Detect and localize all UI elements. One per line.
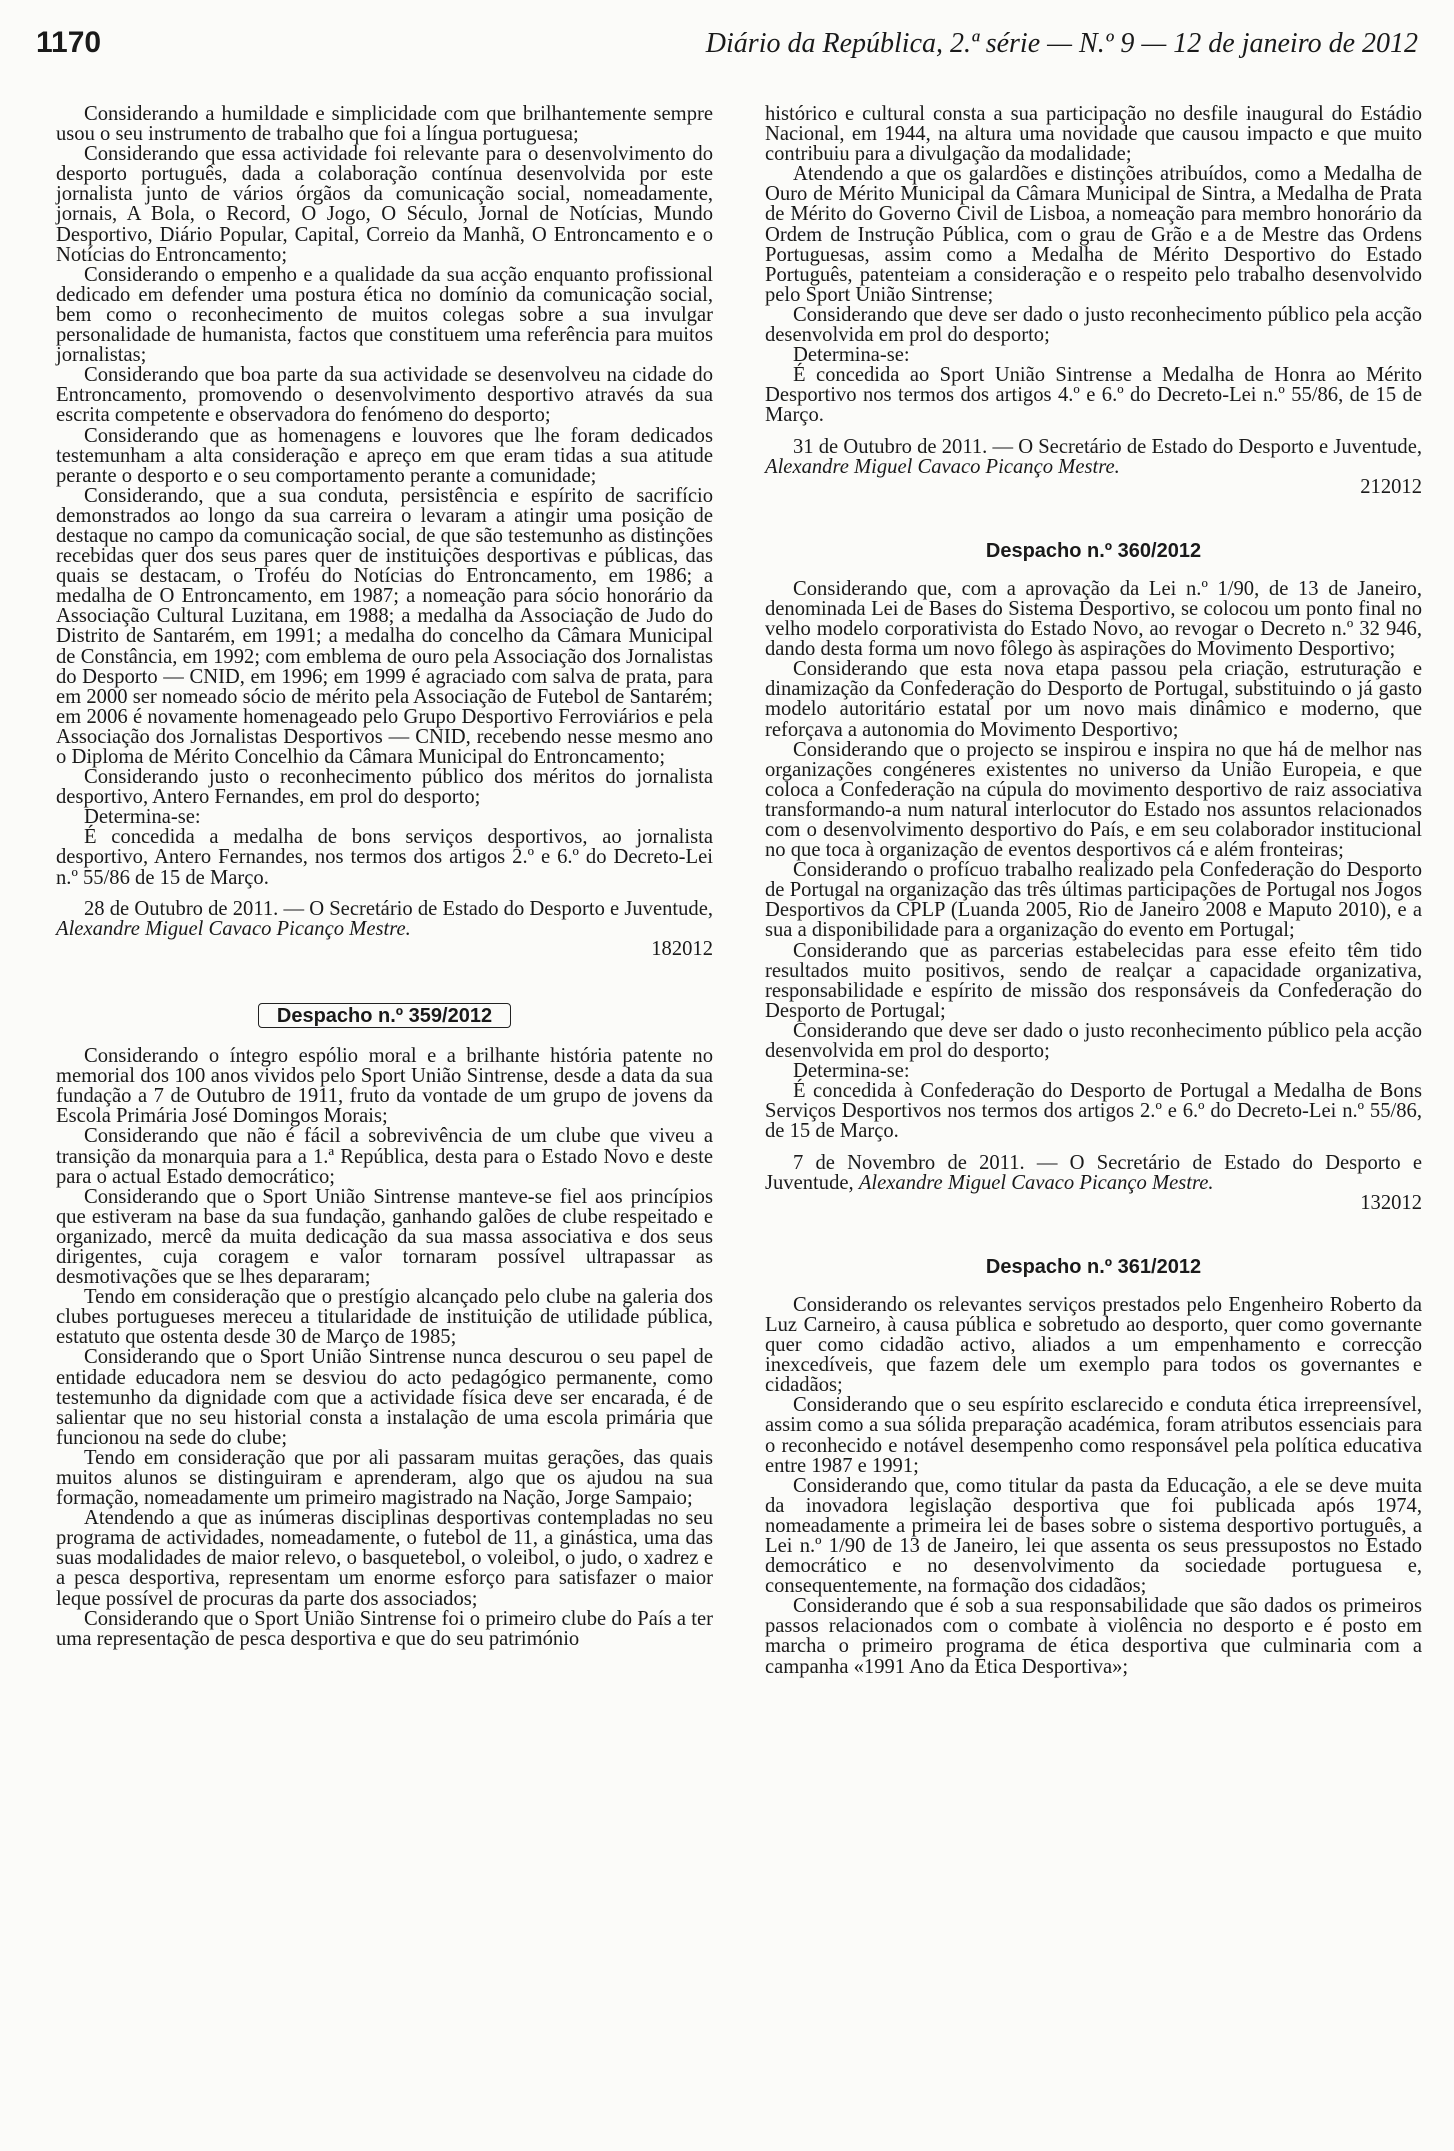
signature-date: 28 de Outubro de 2011. — O Secretário de Estado do Desporto e Juventude, [84,897,713,920]
paragraph: Determina-se: [793,1060,910,1083]
paragraph: Considerando que boa parte da sua actividade se desenvolveu na cidade do Entroncamento, promovendo o desenvolvimento desportivo através da sua escrita competente e observadora do fenómeno do desporto; [56,364,713,427]
signature-date: 7 de Novembro de 2011. — O Secretário de Estado do Desporto e Juventude, [765,1151,1422,1194]
section-heading: Despacho n.º 361/2012 [985,1255,1202,1278]
paragraph: Considerando que deve ser dado o justo reconhecimento público pela acção desenvolvida em prol do desporto; [765,1019,1422,1063]
page-header [36,26,1418,66]
boxed-heading: Despacho n.º 359/2012 [258,1003,511,1028]
paragraph: É concedida à Confederação do Desporto de Portugal a Medalha de Bons Serviços Desportivos nos termos dos artigos 2.º e 6.º do Decreto-Lei n.º 55/86, de 15 de Março. [765,1080,1422,1143]
paragraph: É concedida ao Sport União Sintrense a Medalha de Honra ao Mérito Desportivo nos termos dos artigos 4.º e 6.º do Decreto-Lei n.º 55/86, de 15 de Março. [765,364,1422,427]
paragraph: Considerando que o Sport União Sintrense nunca descurou o seu papel de entidade educadora nem se desviou do acto pedagógico permanente, como testemunho da dignidade com que a actividade física deve ser encarada, é de salientar que no seu historial consta a instalação de uma escola primária que funcionou na sede do clube; [56,1346,713,1449]
signature-date: 31 de Outubro de 2011. — O Secretário de Estado do Desporto e Juventude, [793,435,1422,458]
signature-line [765,437,1422,477]
paragraph: Atendendo a que os galardões e distinções atribuídos, como a Medalha de Ouro de Mérito Municipal da Câmara Municipal de Sintra, a Medalha de Prata de Mérito do Governo Civil de Lisboa, a nomeação para membro honorário da Ordem de Instrução Pública, com o grau de Grão e a de Mestre das Ordens Portuguesas, assim como a Medalha de Mérito Desportivo do Estado Português, patenteiam a consideração e o respeito pelo trabalho desenvolvido pelo Sport União Sintrense; [765,163,1422,306]
paragraph: Considerando justo o reconhecimento público dos méritos do jornalista desportivo, Antero Fernandes, em prol do desporto; [56,766,713,809]
paragraph: Considerando o empenho e a qualidade da sua acção enquanto profissional dedicado em defender uma postura ética no domínio da comunicação social, bem como o reconhecimento de muitos colegas sobre a sua invulgar personalidade de humanista, factos que constituem uma referência para muitos jornalistas; [56,263,713,367]
paragraph: Considerando que, como titular da pasta da Educação, a ele se deve muita da inovadora legislação desportiva que foi publicada após 1974, nomeadamente a primeira lei de bases sobre o sistema desportivo português, a Lei n.º 1/90 de 13 de Janeiro, lei que assenta os seus pressupostos no Estado democrático e no desenvolvimento da sociedade portuguesa e, consequentemente, na formação dos cidadãos; [765,1474,1422,1598]
paragraph: Considerando que é sob a sua responsabilidade que são dados os primeiros passos relacionados com o combate à violência no desporto e é posto em marcha o primeiro programa de ética desportiva que culminaria com a campanha «1991 Ano da Ética Desportiva»; [765,1595,1422,1678]
signature-name: Alexandre Miguel Cavaco Picanço Mestre. [858,1171,1214,1194]
paragraph: Tendo em consideração que por ali passaram muitas gerações, das quais muitos alunos se distinguiram e aprenderam, algo que os ajudou na sua formação, nomeadamente um primeiro magistrado na Nação, Jorge Sampaio; [56,1446,713,1510]
signature-name: Alexandre Miguel Cavaco Picanço Mestre. [765,455,1120,478]
document-code: 132012 [1360,1191,1422,1214]
page-number: 1170 [36,26,102,59]
paragraph: Considerando que essa actividade foi relevante para o desenvolvimento do desporto português, dada a colaboração contínua desenvolvida por este jornalista junto de vários órgãos da comunicação social, nomeadamente, jornais, A Bola, o Record, O Jogo, O Século, Jornal de Notícias, Mundo Desportivo, Diário Popular, Capital, Correio da Manhã, O Entroncamento e o Notícias do Entroncamento; [56,143,713,266]
document-code: 212012 [1360,475,1422,498]
paragraph: Considerando que o projecto se inspirou e inspira no que há de melhor nas organizações congéneres existentes no universo da União Europeia, e que coloca a Confederação na cúpula do movimento desportivo de raiz associativa transformando-a num natural interlocutor do Estado nos assuntos relacionados com o desenvolvimento desportivo do País, e em seu colaborador institucional no que toca à organização de eventos desportivos cá e além fronteiras; [765,738,1422,862]
paragraph: Considerando que o Sport União Sintrense manteve-se fiel aos princípios que estiveram na base da sua fundação, ganhando galões de clube respeitado e organizado, mercê da muita dedicação da sua massa associativa e dos seus dirigentes, cuja coragem e valor tornaram possível ultrapassar as desmotivações que se lhes depararam; [56,1185,713,1289]
paragraph: Considerando que as parcerias estabelecidas para esse efeito têm tido resultados muito positivos, sendo de realçar a capacidade organizativa, responsabilidade e espírito de missão dos responsáveis da Confederação do Desporto de Portugal; [765,939,1422,1022]
signature-line [56,899,713,939]
paragraph: histórico e cultural consta a sua participação no desfile inaugural do Estádio Nacional, em 1944, na altura uma novidade que causou impacto e que muito contribuiu para a divulgação da modalidade; [765,103,1422,166]
section-heading [56,1003,713,1028]
right-column [765,104,1422,1677]
paragraph: Considerando a humildade e simplicidade com que brilhantemente sempre usou o seu instrumento de trabalho que foi a língua portuguesa; [56,103,713,146]
paragraph: Considerando o íntegro espólio moral e a brilhante história patente no memorial dos 100 anos vividos pelo Sport União Sintrense, desde a data da sua fundação a 7 de Outubro de 1911, fruto da vontade de um grupo de jovens da Escola Primária José Domingos Morais; [56,1045,713,1128]
paragraph: Determina-se: [793,344,910,367]
paragraph: Tendo em consideração que o prestígio alcançado pelo clube na galeria dos clubes portugueses mereceu a titularidade de instituição de utilidade pública, estatuto que ostenta desde 30 de Março de 1985; [56,1286,713,1349]
document-code: 182012 [651,937,713,960]
paragraph: Considerando que deve ser dado o justo reconhecimento público pela acção desenvolvida em prol do desporto; [765,303,1422,347]
left-column [56,104,713,1649]
paragraph: Atendendo a que as inúmeras disciplinas desportivas contempladas no seu programa de actividades, nomeadamente, o futebol de 11, a ginástica, uma das suas modalidades de maior relevo, o basquetebol, o voleibol, o judo, o xadrez e a pesca desportiva, representam um enorme esforço para satisfazer o maior leque possível de procuras da parte dos associados; [56,1507,713,1610]
paragraph: Considerando que o seu espírito esclarecido e conduta ética irrepreensível, assim como a sua sólida preparação académica, foram atributos essenciais para o reconhecido e notável desempenho como responsável pela política educativa entre 1987 e 1991; [765,1394,1422,1477]
paragraph: Determina-se: [84,806,201,829]
paragraph: É concedida a medalha de bons serviços desportivos, ao jornalista desportivo, Antero Fernandes, nos termos dos artigos 2.º e 6.º do Decreto-Lei n.º 55/86 de 15 de Março. [56,826,713,889]
section-heading: Despacho n.º 360/2012 [985,539,1202,562]
paragraph: Considerando, que a sua conduta, persistência e espírito de sacrifício demonstrados ao longo da sua carreira o levaram a atingir uma posição de destaque no campo da comunicação social, de que são testemunho as distinções recebidas quer dos seus pares quer de instituições desportivas e públicas, das quais se destacam, o Troféu do Notícias do Entroncamento, em 1986; a medalha de O Entroncamento, em 1987; a nomeação para sócio honorário da Associação Cultural Luzitana, em 1988; a medalha da Associação de Judo do Distrito de Santarém, em 1991; a medalha do concelho da Câmara Municipal de Constância, em 1992; com emblema de ouro pela Associação dos Jornalistas do Desporto — CNID, em 1996; em 1999 é agraciado com salva de prata, para em 2000 ser nomeado sócio de mérito pela Associação de Futebol de Santarém; em 2006 é novamente homenageado pelo Grupo Desportivo Ferroviários e pela Associação dos Jornalistas Desportivos — CNID, recebendo nesse mesmo ano o Diploma de Mérito Concelhio da Câmara Municipal do Entroncamento; [56,484,713,768]
signature-line [765,1153,1422,1193]
paragraph: Considerando que esta nova etapa passou pela criação, estruturação e dinamização da Confederação do Desporto de Portugal, substituindo o já gasto modelo autoritário estatal por um novo mais dinâmico e moderno, que reforçava a autonomia do Movimento Desportivo; [765,658,1422,741]
paragraph: Considerando que as homenagens e louvores que lhe foram dedicados testemunham a alta consideração e apreço em que eram tidas a sua atitude perante o desporto e o seu comportamento perante a comunidade; [56,424,713,487]
signature-name: Alexandre Miguel Cavaco Picanço Mestre. [56,917,411,940]
paragraph: Considerando o profícuo trabalho realizado pela Confederação do Desporto de Portugal na organização das três últimas participações de Portugal nos Jogos Desportivos da CPLP (Luanda 2005, Rio de Janeiro 2008 e Maputo 2010), e a sua a disponibilidade para a organização do evento em Portugal; [765,859,1422,942]
paragraph: Considerando os relevantes serviços prestados pelo Engenheiro Roberto da Luz Carneiro, à causa pública e sobretudo ao desporto, quer como governante quer como cidadão activo, aliados a um empenhamento e correcção inexcedíveis, que fazem dele um exemplo para todos os governantes e cidadãos; [765,1293,1422,1397]
paragraph: Considerando que o Sport União Sintrense foi o primeiro clube do País a ter uma representação de pesca desportiva e que do seu património [56,1607,713,1650]
paragraph: Considerando que não é fácil a sobrevivência de um clube que viveu a transição da monarquia para a 1.ª República, desta para o Estado Novo e deste para o actual Estado democrático; [56,1125,713,1188]
journal-title: Diário da República, 2.ª série — N.º 9 — 12 de janeiro de 2012 [705,28,1418,59]
paragraph: Considerando que, com a aprovação da Lei n.º 1/90, de 13 de Janeiro, denominada Lei de Bases do Sistema Desportivo, se colocou um ponto final no velho modelo corporativista do Estado Novo, ao revogar o Decreto n.º 32 946, dando desta forma um novo fôlego às aspirações do Movimento Desportivo; [765,577,1422,661]
